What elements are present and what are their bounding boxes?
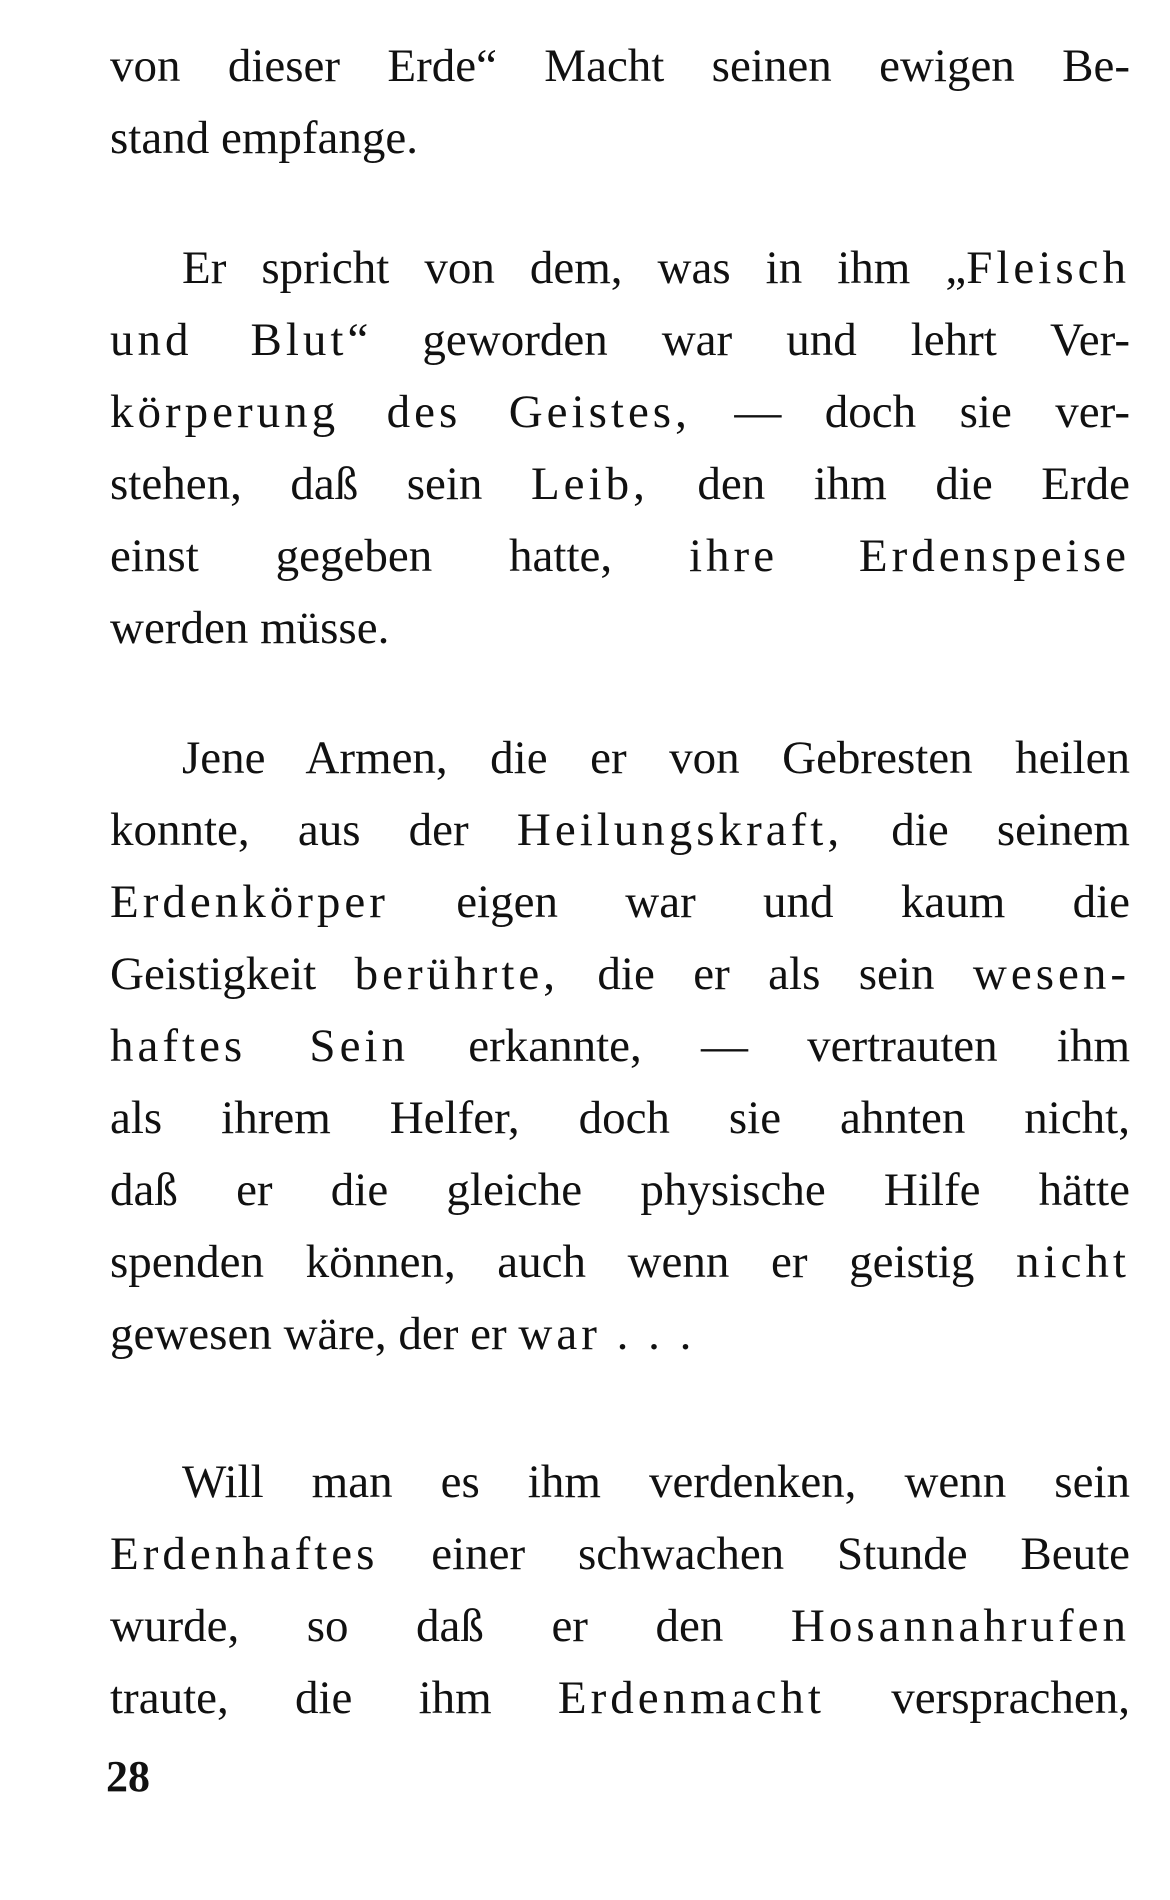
text-run: gewesen wäre, der er bbox=[110, 1308, 519, 1360]
spaced-text-run: Hosannahrufen bbox=[790, 1600, 1130, 1652]
text-run: erkannte, — vertrauten ihm bbox=[409, 1020, 1130, 1072]
text-run: konnte, aus der bbox=[110, 804, 517, 856]
text-line bbox=[110, 1298, 1130, 1370]
text-line bbox=[110, 1590, 1130, 1662]
spaced-text-run: und Blut bbox=[110, 314, 348, 366]
text-run: von dieser Erde“ Macht seinen ewigen Be- bbox=[110, 40, 1130, 92]
text-line bbox=[110, 794, 1130, 866]
spaced-text-run: nicht bbox=[1016, 1236, 1130, 1288]
text-run: eigen war und kaum die bbox=[388, 876, 1130, 928]
text-line bbox=[110, 304, 1130, 376]
text-run: spenden können, auch wenn er geistig bbox=[110, 1236, 1017, 1288]
text-line bbox=[110, 1518, 1130, 1590]
text-run: versprachen, bbox=[824, 1672, 1130, 1724]
text-line bbox=[110, 722, 1130, 794]
text-run: Will man es ihm verdenken, wenn sein bbox=[182, 1456, 1130, 1508]
spaced-text-run: wesen- bbox=[972, 948, 1130, 1000]
spaced-text-run: Erdenkörper bbox=[110, 876, 389, 928]
text-run: Geistigkeit bbox=[110, 948, 355, 1000]
spaced-text-run: Fleisch bbox=[966, 242, 1130, 294]
spaced-text-run: Erdenmacht bbox=[557, 1672, 825, 1724]
text-line bbox=[110, 520, 1130, 592]
text-line bbox=[110, 1226, 1130, 1298]
text-run: die seinem bbox=[843, 804, 1130, 856]
text-line bbox=[110, 30, 1130, 102]
spaced-text-run: berührte, bbox=[354, 948, 559, 1000]
spaced-text-run: Erdenhaftes bbox=[110, 1528, 379, 1580]
paragraph-4 bbox=[110, 1446, 1130, 1734]
paragraph-3 bbox=[110, 722, 1130, 1370]
text-run: stehen, daß sein bbox=[110, 458, 531, 510]
spaced-text-run: körperung des Geistes, bbox=[110, 386, 691, 438]
text-line bbox=[110, 448, 1130, 520]
text-line bbox=[110, 866, 1130, 938]
text-run: einer schwachen Stunde Beute bbox=[378, 1528, 1130, 1580]
text-run: traute, die ihm bbox=[110, 1672, 558, 1724]
text-line bbox=[110, 102, 1130, 174]
text-line bbox=[110, 592, 1130, 664]
text-run: — doch sie ver- bbox=[690, 386, 1130, 438]
spaced-text-run: war . . . bbox=[518, 1308, 696, 1360]
text-line bbox=[110, 1662, 1130, 1734]
text-run: Jene Armen, die er von Gebresten heilen bbox=[182, 732, 1130, 784]
text-run: einst gegeben hatte, bbox=[110, 530, 689, 582]
text-run: als ihrem Helfer, doch sie ahnten nicht, bbox=[110, 1092, 1130, 1144]
spaced-text-run: haftes Sein bbox=[110, 1020, 409, 1072]
text-run: daß er die gleiche physische Hilfe hätte bbox=[110, 1164, 1130, 1216]
text-run: die er als sein bbox=[559, 948, 973, 1000]
text-line bbox=[110, 1010, 1130, 1082]
text-run: Er spricht von dem, was in ihm „ bbox=[182, 242, 967, 294]
text-line bbox=[110, 376, 1130, 448]
spaced-text-run: ihre Erdenspeise bbox=[688, 530, 1130, 582]
text-run: den ihm die Erde bbox=[648, 458, 1130, 510]
text-run: werden müsse. bbox=[110, 602, 390, 654]
spaced-text-run: Heilungskraft, bbox=[516, 804, 844, 856]
text-line bbox=[110, 232, 1130, 304]
page-number: 28 bbox=[106, 1752, 150, 1801]
text-line bbox=[110, 1446, 1130, 1518]
text-run: wurde, so daß er den bbox=[110, 1600, 791, 1652]
text-line bbox=[110, 1154, 1130, 1226]
text-line bbox=[110, 938, 1130, 1010]
text-run: stand empfange. bbox=[110, 112, 419, 164]
text-line bbox=[110, 1082, 1130, 1154]
text-run: “ geworden war und lehrt Ver- bbox=[347, 314, 1130, 366]
spaced-text-run: Leib, bbox=[530, 458, 649, 510]
paragraph-1 bbox=[110, 30, 1130, 174]
paragraph-2 bbox=[110, 232, 1130, 664]
